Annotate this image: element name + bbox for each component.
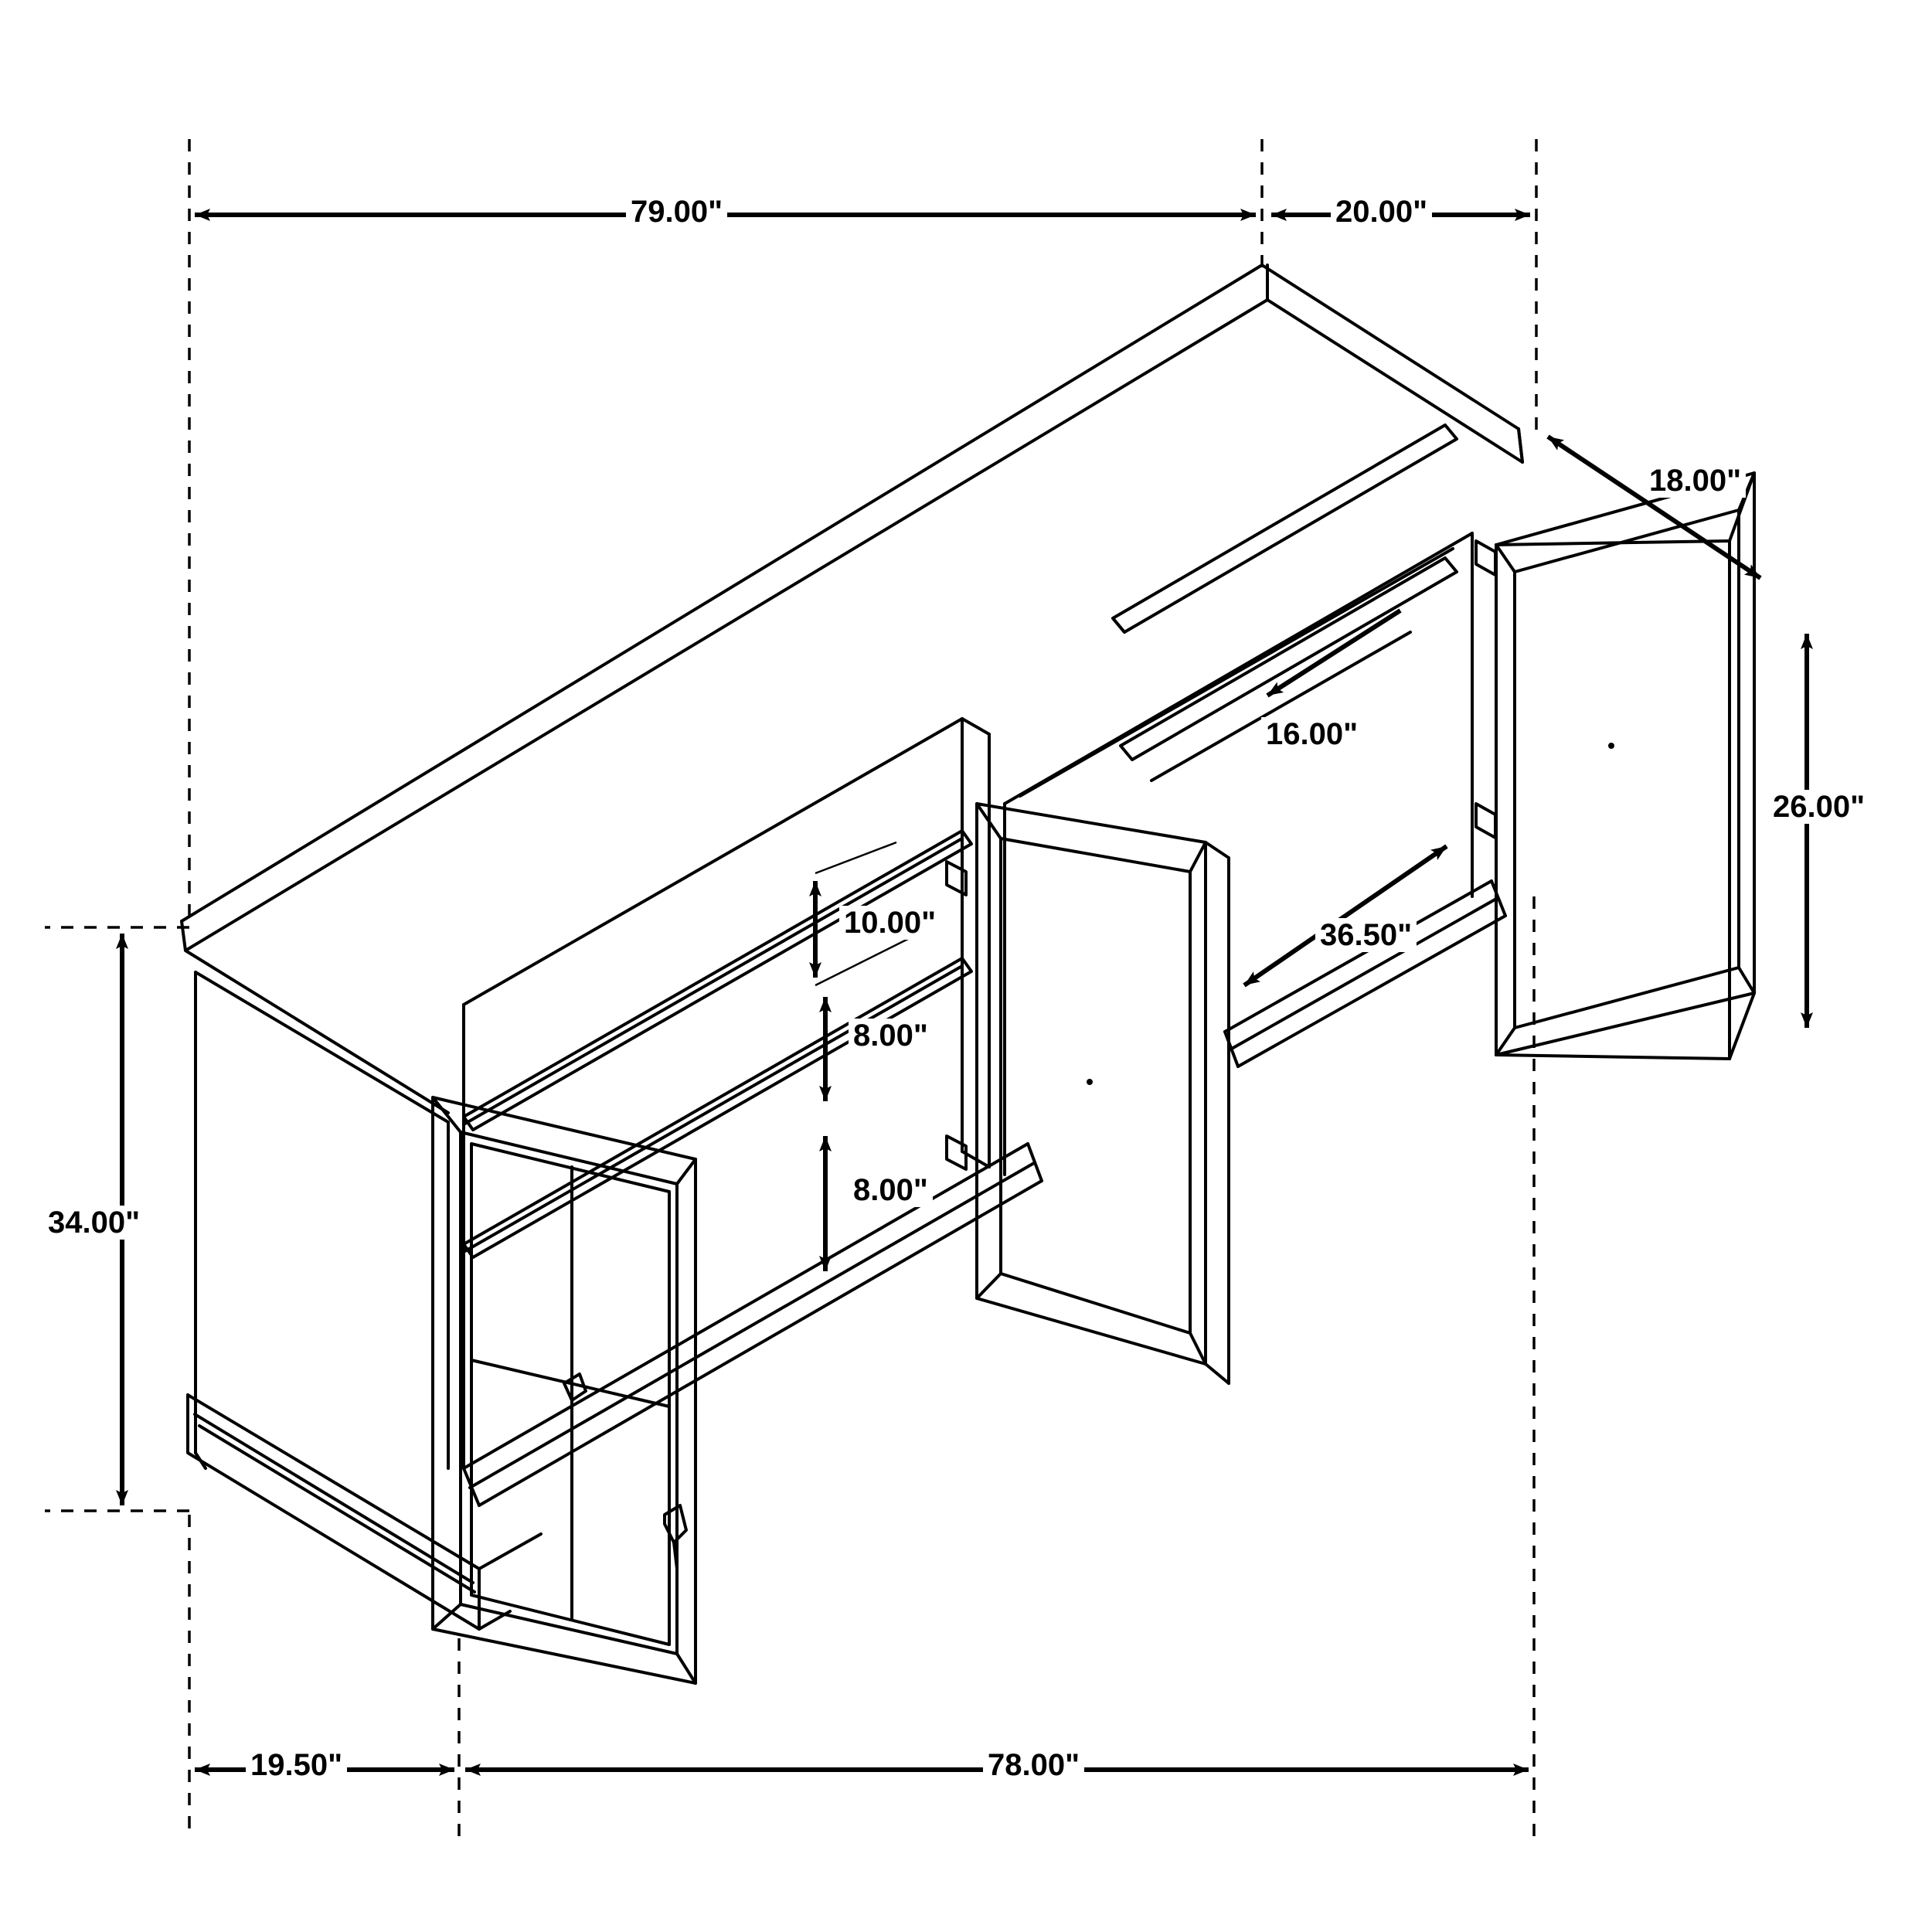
dimension-side-depth-bottom: 19.50" <box>246 1748 347 1782</box>
dimension-door-height-right: 26.00" <box>1768 790 1869 824</box>
dimension-overall-width-top: 79.00" <box>626 195 727 229</box>
dimension-lower-gap: 8.00" <box>849 1173 933 1207</box>
dimension-upper-gap: 10.00" <box>839 906 940 940</box>
dimension-overall-width-bottom: 78.00" <box>983 1748 1084 1782</box>
dimension-shelf-depth: 16.00" <box>1261 717 1362 751</box>
dimension-mid-gap: 8.00" <box>849 1019 933 1053</box>
dimension-compartment-width: 36.50" <box>1315 918 1417 952</box>
dimension-overall-height: 34.00" <box>43 1206 145 1240</box>
dimension-door-swing-top: 20.00" <box>1331 195 1432 229</box>
dimension-door-depth-right: 18.00" <box>1645 464 1746 498</box>
